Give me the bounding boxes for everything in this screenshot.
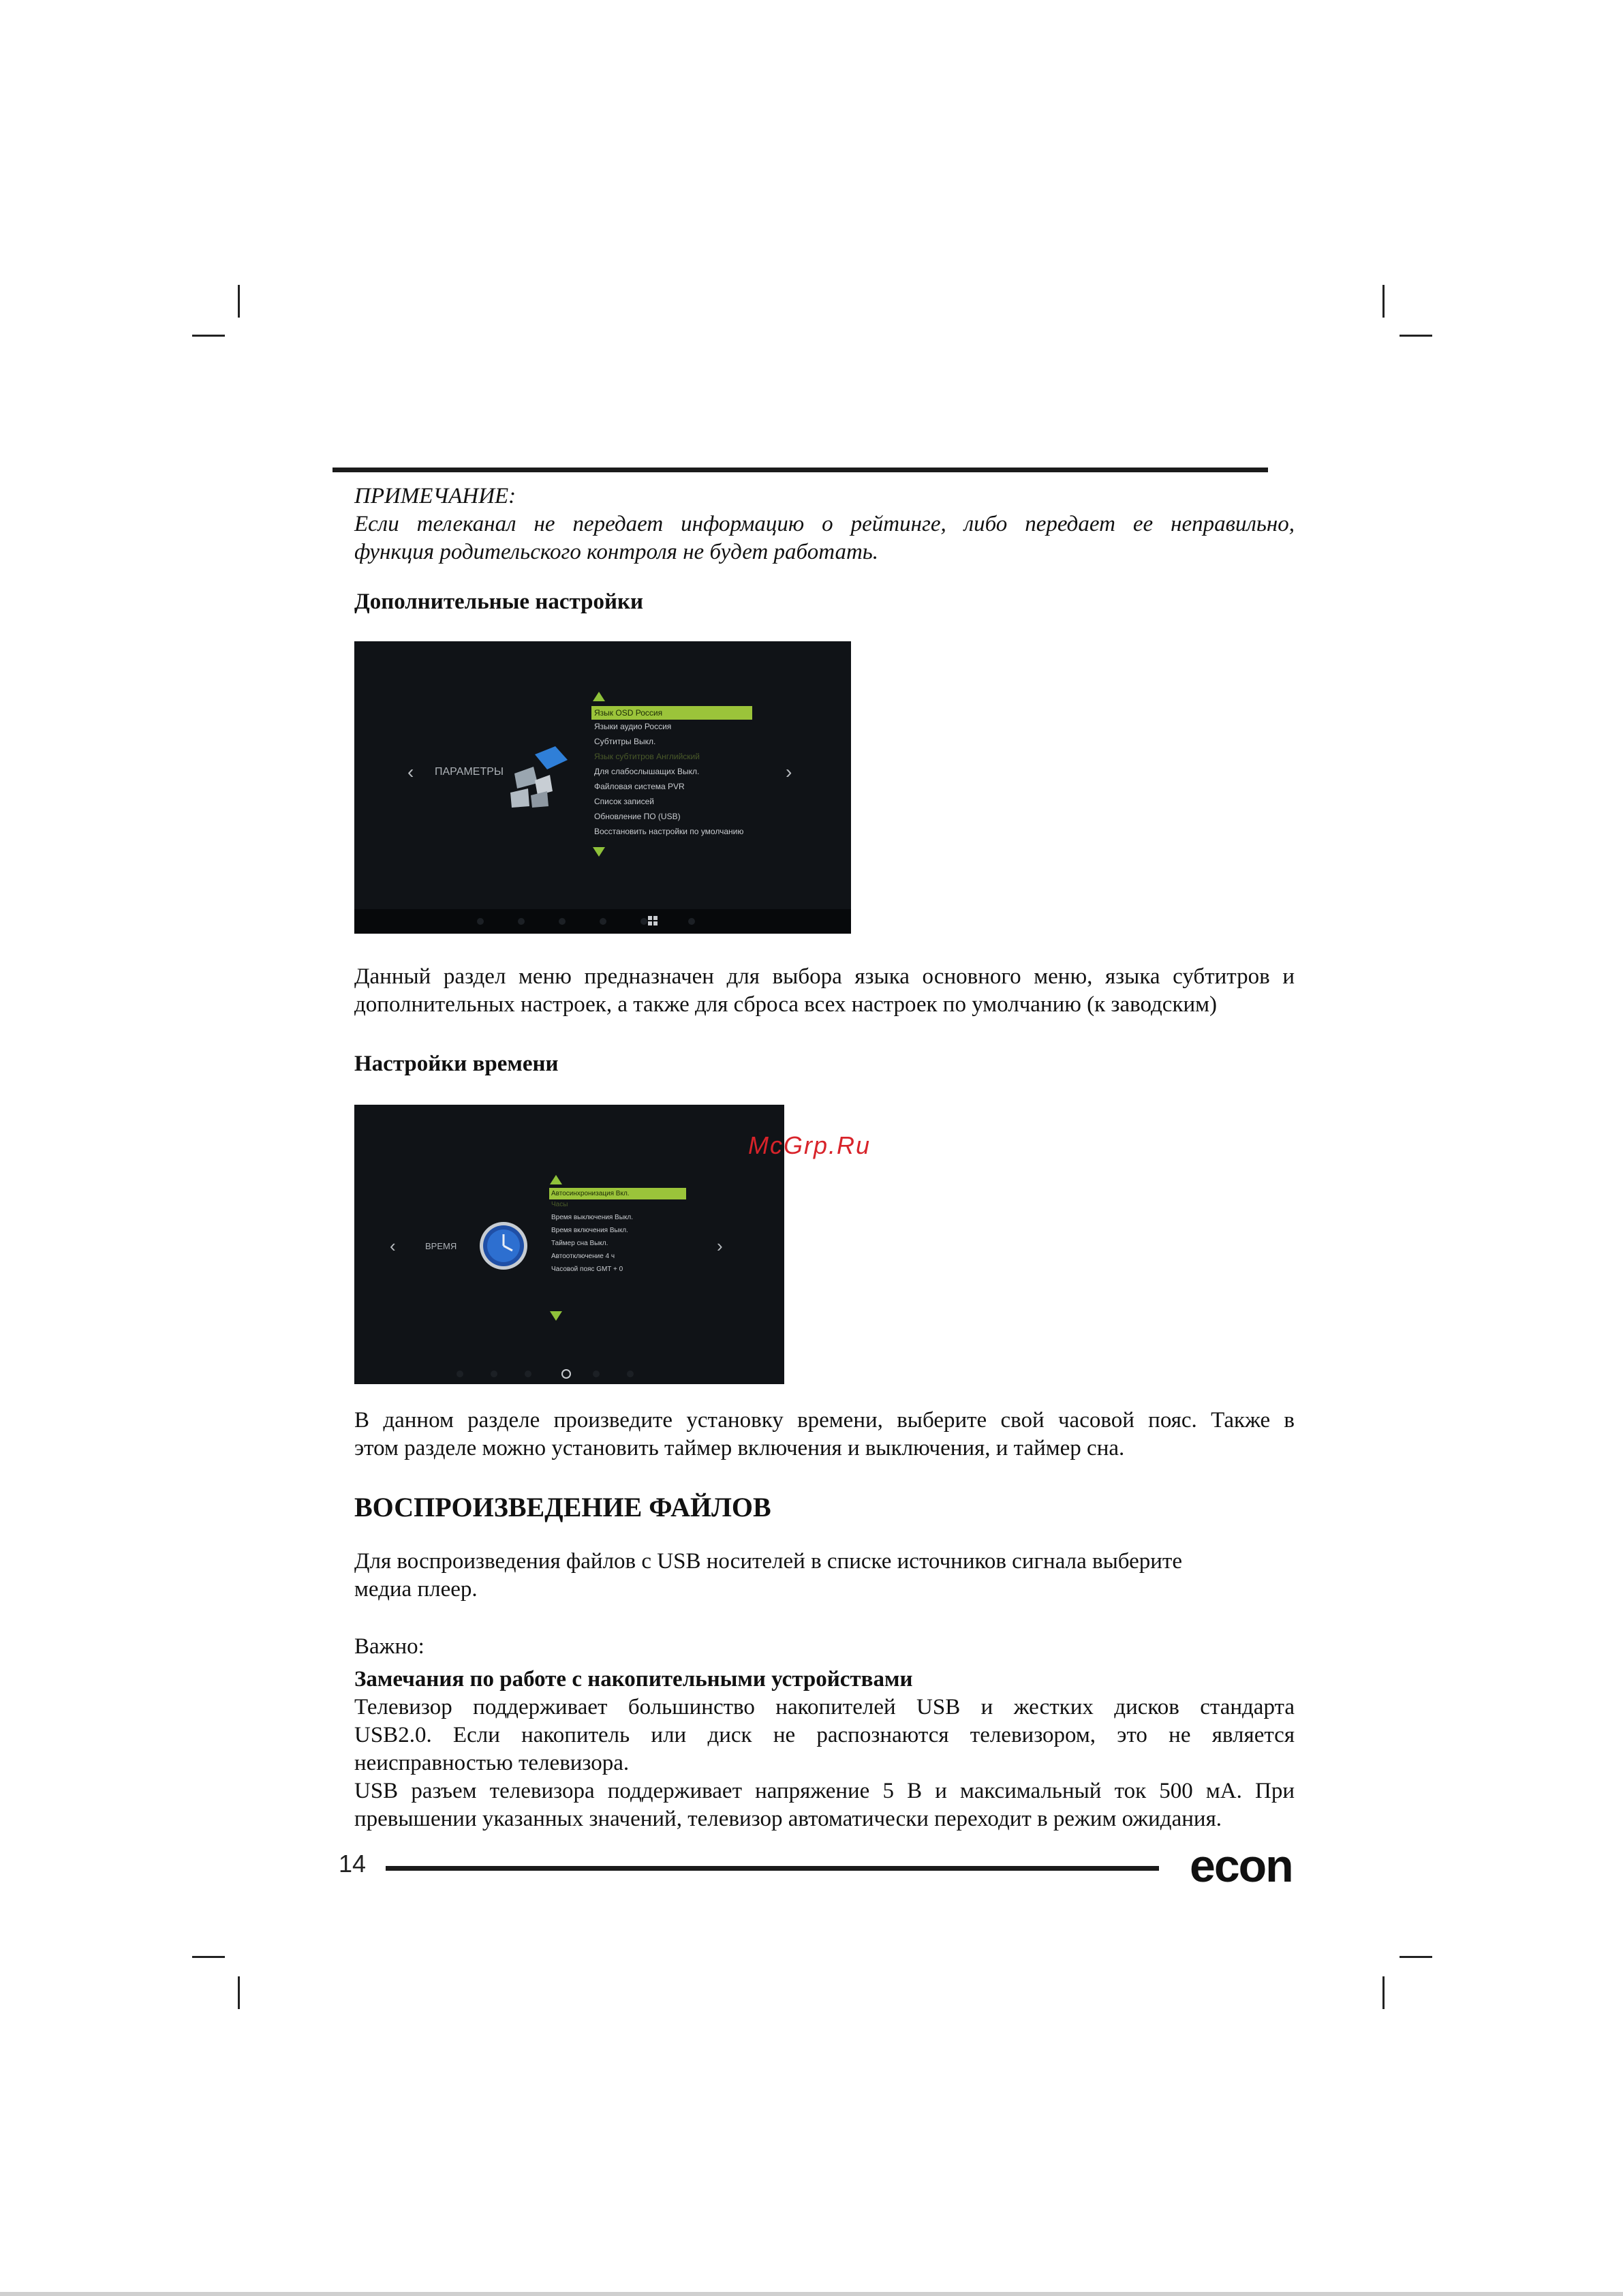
scroll-up-icon[interactable]	[550, 1175, 562, 1184]
crop-mark	[238, 1976, 240, 2009]
important-label: Важно:	[354, 1634, 424, 1659]
paragraph-line: USB разъем телевизора поддерживает напряжение 5 В и максимальный ток 500 мА. При	[354, 1779, 1295, 1803]
page-dot	[640, 918, 647, 925]
menu-item[interactable]: Часы	[551, 1201, 568, 1208]
paragraph-line: USB2.0. Если накопитель или диск не распознаются телевизором, это не является	[354, 1723, 1295, 1747]
settings-grid-icon	[647, 915, 658, 926]
settings-screenshot	[354, 641, 851, 934]
crop-mark	[1382, 285, 1385, 318]
footer-rule	[386, 1866, 1159, 1871]
note-line: функция родительского контроля не будет работать.	[354, 540, 879, 564]
screen-title: ПАРАМЕТРЫ	[435, 766, 504, 778]
page-dot	[600, 918, 606, 925]
paragraph-line: неисправностью телевизора.	[354, 1751, 630, 1775]
paragraph-line: медиа плеер.	[354, 1577, 478, 1602]
page-bottom-border	[0, 2292, 1623, 2296]
crop-mark	[238, 285, 240, 318]
page-dot	[477, 918, 484, 925]
crop-mark	[192, 1956, 225, 1958]
page-number: 14	[339, 1850, 367, 1878]
note-line: Если телеканал не передает информацию о рейтинге, либо передает ее неправильно,	[354, 512, 1295, 536]
menu-item[interactable]: Язык субтитров Английский	[594, 752, 700, 761]
page-dot	[559, 918, 566, 925]
section-heading: ВОСПРОИЗВЕДЕНИЕ ФАЙЛОВ	[354, 1492, 771, 1522]
nav-right-arrow: ›	[717, 1236, 723, 1256]
crop-mark	[1382, 1976, 1385, 2009]
nav-left-arrow: ‹	[407, 761, 414, 782]
crop-mark	[192, 335, 225, 337]
crop-mark	[1400, 1956, 1432, 1958]
crop-mark	[1400, 335, 1432, 337]
note-label: ПРИМЕЧАНИЕ:	[354, 484, 516, 508]
paragraph-line: превышении указанных значений, телевизор автоматически переходит в режим ожидания.	[354, 1807, 1222, 1831]
section-heading: Дополнительные настройки	[354, 590, 643, 614]
page-dot	[627, 1371, 634, 1377]
section-heading: Настройки времени	[354, 1052, 559, 1076]
screen-title: ВРЕМЯ	[425, 1241, 457, 1251]
page-dot	[525, 1371, 531, 1377]
menu-item[interactable]: Автосинхронизация Вкл.	[549, 1188, 686, 1199]
page-dot	[491, 1371, 497, 1377]
menu-item[interactable]: Язык OSD Россия	[591, 706, 752, 720]
page-dot	[688, 918, 695, 925]
paragraph-line: Телевизор поддерживает большинство накопителей USB и жестких дисков стандарта	[354, 1695, 1295, 1719]
page-dot	[593, 1371, 600, 1377]
menu-item[interactable]: Файловая система PVR	[594, 782, 685, 791]
clock-tab-icon	[561, 1368, 572, 1379]
paragraph-line: В данном разделе произведите установку времени, выберите свой часовой пояс. Также в	[354, 1408, 1295, 1433]
paragraph-line: Для воспроизведения файлов с USB носителей в списке источников сигнала выберите	[354, 1549, 1182, 1574]
menu-item[interactable]: Время включения Выкл.	[551, 1227, 628, 1234]
nav-right-arrow: ›	[786, 761, 792, 782]
scroll-down-icon[interactable]	[593, 847, 605, 857]
paragraph-line: дополнительных настроек, а также для сброса всех настроек по умолчанию (к заводским)	[354, 992, 1218, 1017]
menu-item[interactable]: Время выключения Выкл.	[551, 1214, 633, 1221]
menu-item[interactable]: Таймер сна Выкл.	[551, 1240, 608, 1247]
page-dot	[457, 1371, 463, 1377]
bottom-bar	[354, 909, 851, 934]
menu-item[interactable]: Список записей	[594, 797, 655, 806]
header-rule	[333, 468, 1268, 472]
paragraph-line: этом разделе можно установить таймер включения и выключения, и таймер сна.	[354, 1436, 1125, 1460]
menu-item[interactable]: Обновление ПО (USB)	[594, 812, 681, 821]
menu-item[interactable]: Автоотключение 4 ч	[551, 1253, 615, 1260]
scroll-up-icon[interactable]	[593, 692, 605, 701]
page-dot	[518, 918, 525, 925]
watermark: McGrp.Ru	[748, 1131, 871, 1159]
menu-item[interactable]: Языки аудио Россия	[594, 722, 672, 731]
nav-left-arrow: ‹	[390, 1236, 396, 1256]
blocks-icon	[508, 741, 569, 809]
menu-item[interactable]: Для слабослышащих Выкл.	[594, 767, 700, 776]
menu-item[interactable]: Восстановить настройки по умолчанию	[594, 827, 744, 836]
time-screenshot	[354, 1105, 784, 1384]
menu-item[interactable]: Часовой пояс GMT + 0	[551, 1266, 623, 1273]
menu-item[interactable]: Субтитры Выкл.	[594, 737, 656, 746]
paragraph-line: Данный раздел меню предназначен для выбора языка основного меню, языка субтитров и	[354, 964, 1295, 989]
scroll-down-icon[interactable]	[550, 1311, 562, 1321]
subheading: Замечания по работе с накопительными устройствами	[354, 1667, 913, 1692]
clock-icon	[478, 1221, 529, 1271]
brand-logo: econ	[1190, 1840, 1293, 1892]
